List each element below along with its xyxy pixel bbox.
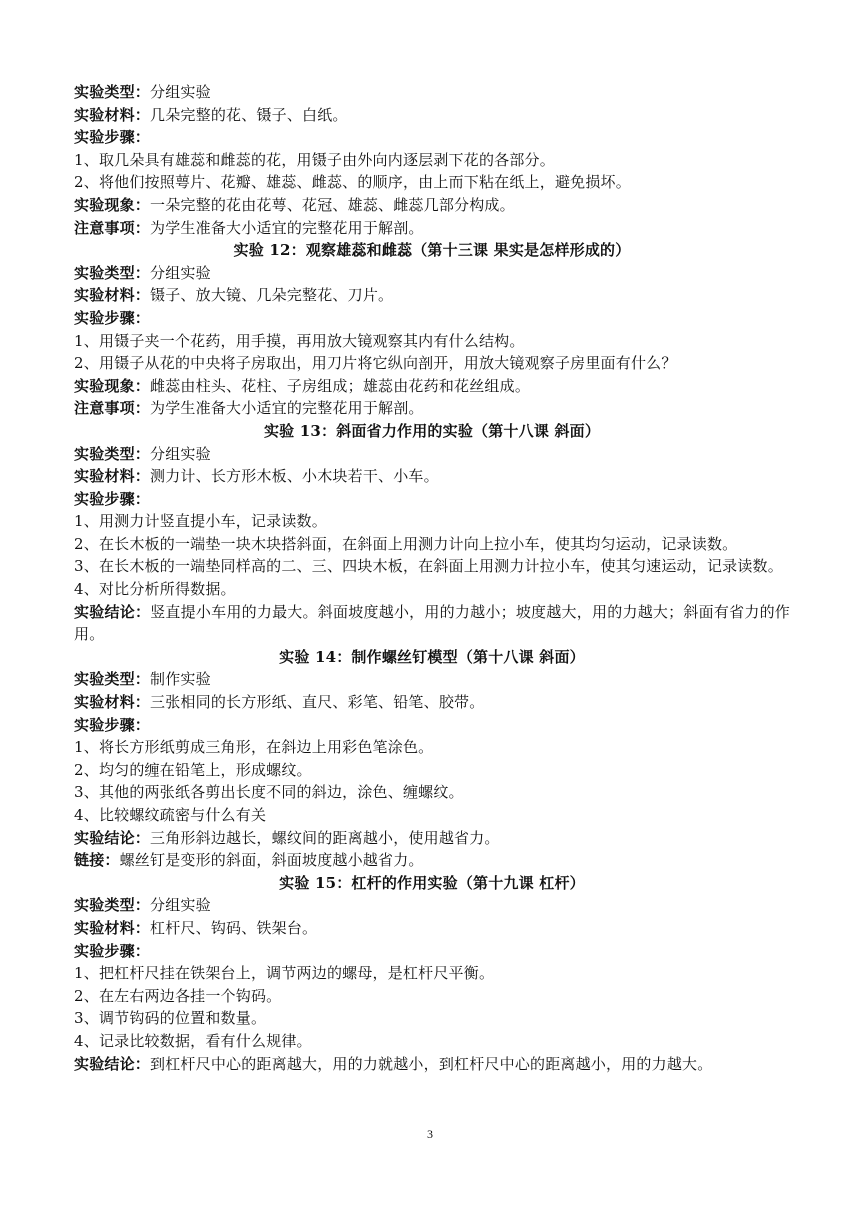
steps-label: 实验步骤： (74, 941, 151, 960)
materials-value: 镊子、放大镜、几朵完整花、刀片。 (150, 286, 394, 305)
materials-label: 实验材料： (74, 693, 151, 712)
exp15-type (74, 894, 790, 917)
step-item: 4、对比分析所得数据。 (74, 580, 236, 599)
exp11-materials (74, 104, 790, 127)
type-value: 分组实验 (150, 444, 211, 463)
exp11-notes (74, 217, 790, 240)
exp13-materials (74, 465, 790, 488)
phenomenon-value: 一朵完整的花由花萼、花冠、雄蕊、雌蕊几部分构成。 (150, 195, 515, 214)
type-value: 分组实验 (150, 263, 211, 282)
notes-value: 为学生准备大小适宜的完整花用于解剖。 (150, 218, 424, 237)
step-item: 3、调节钩码的位置和数量。 (74, 1009, 267, 1028)
conclusion-label: 实验结论： (74, 602, 151, 621)
notes-label: 注意事项： (74, 399, 151, 418)
type-value: 分组实验 (150, 896, 211, 915)
exp15-title: 实验 15：杠杆的作用实验（第十九课 杠杆） (279, 873, 585, 892)
exp12-materials (74, 284, 790, 307)
exp12-notes (74, 397, 790, 420)
step-item: 2、用镊子从花的中央将子房取出，用刀片将它纵向剖开，用放大镜观察子房里面有什么？ (74, 354, 677, 373)
exp14-conclusion (74, 827, 790, 850)
conclusion-label: 实验结论： (74, 828, 151, 847)
exp14-title: 实验 14：制作螺丝钉模型（第十八课 斜面） (279, 647, 585, 666)
exp12-title: 实验 12：观察雄蕊和雌蕊（第十三课 果实是怎样形成的） (233, 241, 631, 260)
step-item: 2、在左右两边各挂一个钩码。 (74, 986, 282, 1005)
steps-label: 实验步骤： (74, 489, 151, 508)
materials-value: 杠杆尺、钩码、铁架台。 (150, 918, 318, 937)
exp12-phenomenon (74, 375, 790, 398)
notes-label: 注意事项： (74, 218, 151, 237)
type-value: 分组实验 (150, 83, 211, 101)
conclusion-value: 到杠杆尺中心的距离越大，用的力就越小，到杠杆尺中心的距离越小，用的力越大。 (150, 1054, 713, 1073)
step-item: 3、在长木板的一端垫同样高的二、三、四块木板，在斜面上用测力计拉小车，使其匀速运动，记录读数。 (74, 557, 783, 576)
step-item: 1、将长方形纸剪成三角形，在斜边上用彩色笔涂色。 (74, 738, 434, 757)
step-item: 2、均匀的缠在铅笔上，形成螺纹。 (74, 760, 312, 779)
exp14-type (74, 668, 790, 691)
phenomenon-label: 实验现象： (74, 195, 151, 214)
exp13-title: 实验 13：斜面省力作用的实验（第十八课 斜面） (263, 421, 601, 440)
steps-label: 实验步骤： (74, 128, 151, 147)
document-page (74, 81, 790, 1075)
type-label: 实验类型： (74, 896, 151, 915)
step-item: 1、用镊子夹一个花药，用手摸，再用放大镜观察其内有什么结构。 (74, 331, 525, 350)
exp15-conclusion (74, 1053, 790, 1076)
type-value: 制作实验 (150, 670, 211, 689)
page-number: 3 (427, 1127, 433, 1141)
exp11-phenomenon (74, 194, 790, 217)
exp13-steps-heading (74, 488, 790, 511)
steps-label: 实验步骤： (74, 715, 151, 734)
step-item: 4、记录比较数据，看有什么规律。 (74, 1031, 312, 1050)
exp15-materials (74, 917, 790, 940)
exp15-steps-heading (74, 940, 790, 963)
type-label: 实验类型： (74, 83, 151, 101)
materials-value: 测力计、长方形木板、小木块若干、小车。 (150, 467, 439, 486)
step-item: 1、把杠杆尺挂在铁架台上，调节两边的螺母，是杠杆尺平衡。 (74, 964, 495, 983)
materials-value: 三张相同的长方形纸、直尺、彩笔、铅笔、胶带。 (150, 693, 485, 712)
exp14-materials (74, 691, 790, 714)
materials-label: 实验材料： (74, 286, 151, 305)
exp13-conclusion (74, 601, 790, 646)
step-item: 3、其他的两张纸各剪出长度不同的斜边，涂色、缠螺纹。 (74, 783, 464, 802)
step-item: 1、用测力计竖直提小车，记录读数。 (74, 512, 327, 531)
materials-value: 几朵完整的花、镊子、白纸。 (150, 105, 348, 124)
exp14-link (74, 849, 790, 872)
type-label: 实验类型： (74, 670, 151, 689)
materials-label: 实验材料： (74, 467, 151, 486)
link-value: 螺丝钉是变形的斜面，斜面坡度越小越省力。 (119, 851, 424, 870)
step-item: 1、取几朵具有雄蕊和雌蕊的花，用镊子由外向内逐层剥下花的各部分。 (74, 150, 555, 169)
materials-label: 实验材料： (74, 105, 151, 124)
notes-value: 为学生准备大小适宜的完整花用于解剖。 (150, 399, 424, 418)
conclusion-value: 竖直提小车用的力最大。斜面坡度越小，用的力越小；坡度越大，用的力越大；斜面有省力的作用。 (74, 602, 790, 644)
exp11-steps-heading (74, 126, 790, 149)
phenomenon-label: 实验现象： (74, 376, 151, 395)
conclusion-label: 实验结论： (74, 1054, 151, 1073)
step-item: 2、将他们按照萼片、花瓣、雄蕊、雌蕊、的顺序，由上而下粘在纸上，避免损坏。 (74, 173, 631, 192)
conclusion-value: 三角形斜边越长，螺纹间的距离越小，使用越省力。 (150, 828, 500, 847)
step-item: 2、在长木板的一端垫一块木块搭斜面，在斜面上用测力计向上拉小车，使其均匀运动，记录读数。 (74, 534, 738, 553)
exp14-steps-heading (74, 714, 790, 737)
exp13-type (74, 443, 790, 466)
materials-label: 实验材料： (74, 918, 151, 937)
exp12-steps-heading (74, 307, 790, 330)
exp12-type (74, 262, 790, 285)
link-label: 链接： (74, 851, 120, 870)
exp11-type (74, 81, 790, 104)
steps-label: 实验步骤： (74, 308, 151, 327)
step-item: 4、比较螺纹疏密与什么有关 (74, 806, 267, 824)
phenomenon-value: 雌蕊由柱头、花柱、子房组成；雄蕊由花药和花丝组成。 (150, 376, 531, 395)
type-label: 实验类型： (74, 263, 151, 282)
type-label: 实验类型： (74, 444, 151, 463)
